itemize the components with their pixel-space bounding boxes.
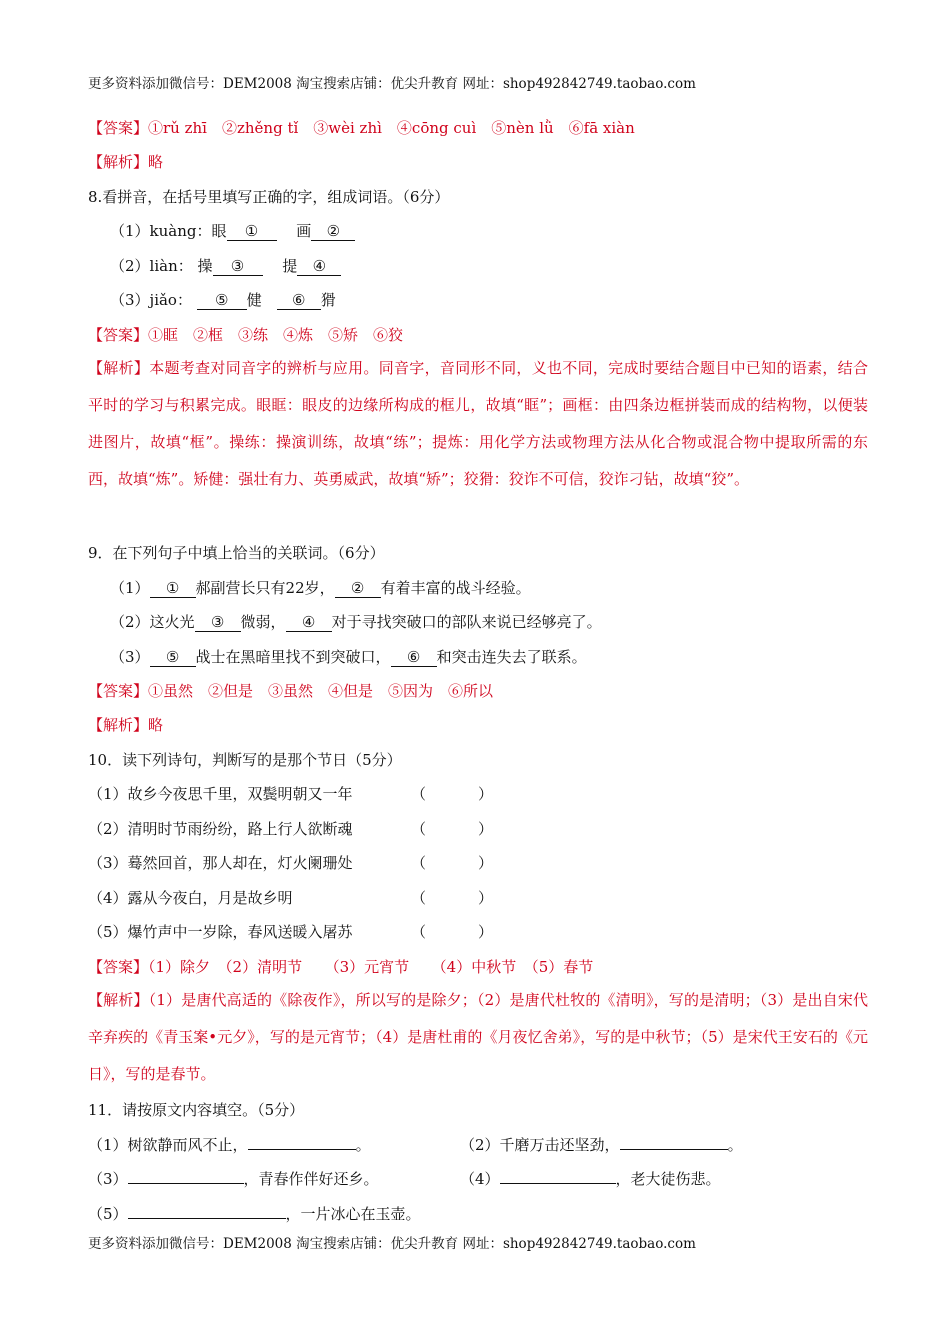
q8-analysis <box>88 350 868 498</box>
blank-q9-4[interactable]: ④ <box>286 614 332 632</box>
paren-close: ） <box>478 820 494 838</box>
q9-row-3-text2: 和突击连失去了联系。 <box>436 648 587 666</box>
q10-item-1: （1）故乡今夜思千里，双鬓明朝又一年 <box>88 785 353 803</box>
blank-2[interactable]: ② <box>311 223 355 241</box>
q11-item-4 <box>460 1169 721 1189</box>
q9-row-3-text1: 战士在黑暗里找不到突破口， <box>195 648 391 666</box>
paren-open: （ <box>411 889 427 907</box>
q10-item-5: （5）爆竹声中一岁除，春风送暖入屠苏 <box>88 923 353 941</box>
blank-q9-2[interactable]: ② <box>335 580 381 598</box>
blank-3[interactable]: ③ <box>213 258 263 276</box>
page-header: 更多资料添加微信号：DEM2008 淘宝搜索店铺：优尖升教育 网址：shop492842749.taobao.com <box>88 76 696 92</box>
q7-analysis-text: 略 <box>148 153 164 171</box>
q11-item-5 <box>88 1204 421 1224</box>
q9-answer <box>88 681 493 701</box>
blank-q9-1[interactable]: ① <box>150 580 196 598</box>
paren-open: （ <box>411 854 427 872</box>
q10-paren-4[interactable] <box>411 888 493 908</box>
paren-close: ） <box>478 889 494 907</box>
blank-6[interactable]: ⑥ <box>277 292 321 310</box>
q8-row-3 <box>110 290 336 310</box>
q7-answer-text: ①rǔ zhī ②zhěng tǐ ③wèi zhì ④cōng cuì ⑤nèn lǜ ⑥fā xiàn <box>148 119 635 137</box>
q11-blank-5[interactable] <box>128 1218 286 1219</box>
blank-q9-5[interactable]: ⑤ <box>150 649 196 667</box>
q9-row-1-text2: 有着丰富的战斗经验。 <box>380 579 531 597</box>
paren-open: （ <box>411 785 427 803</box>
q8-answer-text: ①眶 ②框 ③练 ④炼 ⑤矫 ⑥狡 <box>148 326 404 344</box>
q9-row-1 <box>110 578 531 598</box>
q11-item-3-text: ，青春作伴好还乡。 <box>243 1170 379 1188</box>
q10-paren-5[interactable] <box>411 922 493 942</box>
q10-paren-3[interactable] <box>411 853 493 873</box>
q9-row-3 <box>110 647 587 667</box>
blank-1[interactable]: ① <box>227 223 277 241</box>
q10-analysis-text: （1）是唐代高适的《除夜作》，所以写的是除夕；（2）是唐代杜牧的《清明》，写的是清明；（3）是出自宋代辛弃疾的《青玉案•元夕》，写的是元宵节；（4）是唐杜甫的《月夜忆舍弟》，写的是中秋节；（5）是宋代王安石的《元日》，写的是春节。 <box>88 991 868 1083</box>
analysis-label: 【解析】 <box>88 991 149 1009</box>
q8-title: 8.看拼音，在括号里填写正确的字，组成词语。（6分） <box>88 188 450 206</box>
q11-item-2-end: 。 <box>727 1136 743 1154</box>
paren-close: ） <box>478 785 494 803</box>
analysis-label: 【解析】 <box>88 716 149 734</box>
paren-close: ） <box>478 854 494 872</box>
q10-item-3: （3）蓦然回首，那人却在，灯火阑珊处 <box>88 854 353 872</box>
q11-item-2-num: （2） <box>460 1136 500 1154</box>
page-footer: 更多资料添加微信号：DEM2008 淘宝搜索店铺：优尖升教育 网址：shop492842749.taobao.com <box>88 1236 696 1252</box>
q11-item-2-text: 千磨万击还坚劲， <box>499 1136 620 1154</box>
q10-answer <box>88 957 593 977</box>
q8-row-1 <box>110 221 355 241</box>
q9-row-3-num: （3） <box>110 648 150 666</box>
q9-analysis-text: 略 <box>148 716 164 734</box>
q11-item-1 <box>88 1135 371 1155</box>
q9-row-2-text2: 对于寻找突破口的部队来说已经够亮了。 <box>331 613 602 631</box>
q9-row-2-text1: 微弱， <box>240 613 286 631</box>
q11-item-1-text: 树欲静而风不止， <box>127 1136 248 1154</box>
q8-answer <box>88 325 403 345</box>
paren-open: （ <box>411 820 427 838</box>
analysis-label: 【解析】 <box>88 359 150 377</box>
q8-row-3-suffix: 猾 <box>320 291 336 309</box>
q11-item-3 <box>88 1169 379 1189</box>
q9-row-1-num: （1） <box>110 579 150 597</box>
answer-label: 【答案】 <box>88 682 149 700</box>
q9-row-1-text1: 郝副营长只有22岁， <box>195 579 335 597</box>
q10-paren-1[interactable] <box>411 784 493 804</box>
q8-row-1-prefix: （1）kuàng：眼 <box>110 222 227 240</box>
q9-answer-text: ①虽然 ②但是 ③虽然 ④但是 ⑤因为 ⑥所以 <box>148 682 494 700</box>
q10-item-4: （4）露从今夜白，月是故乡明 <box>88 889 293 907</box>
q11-item-3-num: （3） <box>88 1170 128 1188</box>
q9-row-2-num: （2）这火光 <box>110 613 195 631</box>
paren-close: ） <box>478 923 494 941</box>
q11-item-5-num: （5） <box>88 1205 128 1223</box>
answer-label: 【答案】 <box>88 958 149 976</box>
q11-item-1-end: 。 <box>355 1136 371 1154</box>
q11-blank-1[interactable] <box>248 1149 356 1150</box>
q8-analysis-text: 本题考查对同音字的辨析与应用。同音字，音同形不同，义也不同，完成时要结合题目中已知的语素，结合平时的学习与积累完成。眼眶：眼皮的边缘所构成的框儿，故填“眶”；画框：由四条边框拼装而成的结构物，以便装进图片，故填“框”。操练：操演训练，故填“练”；提炼：用化学方法或物理方法从化合物或混合物中提取所需的东西，故填“炼”。矫健：强壮有力、英勇威武，故填“矫”；狡猾：狡诈不可信，狡诈刁钻，故填“狡”。 <box>88 359 868 488</box>
answer-label: 【答案】 <box>88 326 149 344</box>
blank-q9-6[interactable]: ⑥ <box>391 649 437 667</box>
q11-item-5-text: ，一片冰心在玉壶。 <box>285 1205 421 1223</box>
blank-5[interactable]: ⑤ <box>197 292 247 310</box>
q10-answer-text: （1）除夕 （2）清明节 （3）元宵节 （4）中秋节 （5）春节 <box>148 958 594 976</box>
analysis-label: 【解析】 <box>88 153 149 171</box>
q11-item-4-text: ，老大徒伤悲。 <box>615 1170 721 1188</box>
q11-blank-2[interactable] <box>620 1149 728 1150</box>
q10-analysis <box>88 982 868 1093</box>
q8-row-3-prefix: （3）jiǎo： <box>110 291 192 309</box>
q9-analysis <box>88 715 163 735</box>
q9-row-2 <box>110 612 602 632</box>
q10-title: 10．读下列诗句，判断写的是那个节日（5分） <box>88 751 402 769</box>
q8-row-2-prefix: （2）liàn： 操 <box>110 257 213 275</box>
q11-blank-4[interactable] <box>500 1183 616 1184</box>
q11-item-2 <box>460 1135 743 1155</box>
q9-title: 9．在下列句子中填上恰当的关联词。（6分） <box>88 544 385 562</box>
answer-label: 【答案】 <box>88 119 149 137</box>
blank-4[interactable]: ④ <box>297 258 341 276</box>
q11-blank-3[interactable] <box>128 1183 244 1184</box>
paren-open: （ <box>411 923 427 941</box>
q11-title: 11．请按原文内容填空。（5分） <box>88 1101 305 1119</box>
q7-analysis <box>88 152 163 172</box>
blank-q9-3[interactable]: ③ <box>195 614 241 632</box>
q10-paren-2[interactable] <box>411 819 493 839</box>
q7-answer <box>88 118 635 138</box>
q10-item-2: （2）清明时节雨纷纷，路上行人欲断魂 <box>88 820 353 838</box>
q11-item-1-num: （1） <box>88 1136 128 1154</box>
q11-item-4-num: （4） <box>460 1170 500 1188</box>
q8-row-2-mid: 提 <box>282 257 298 275</box>
q8-row-3-mid: 健 <box>246 291 262 309</box>
q8-row-2 <box>110 256 341 276</box>
q8-row-1-mid: 画 <box>296 222 312 240</box>
